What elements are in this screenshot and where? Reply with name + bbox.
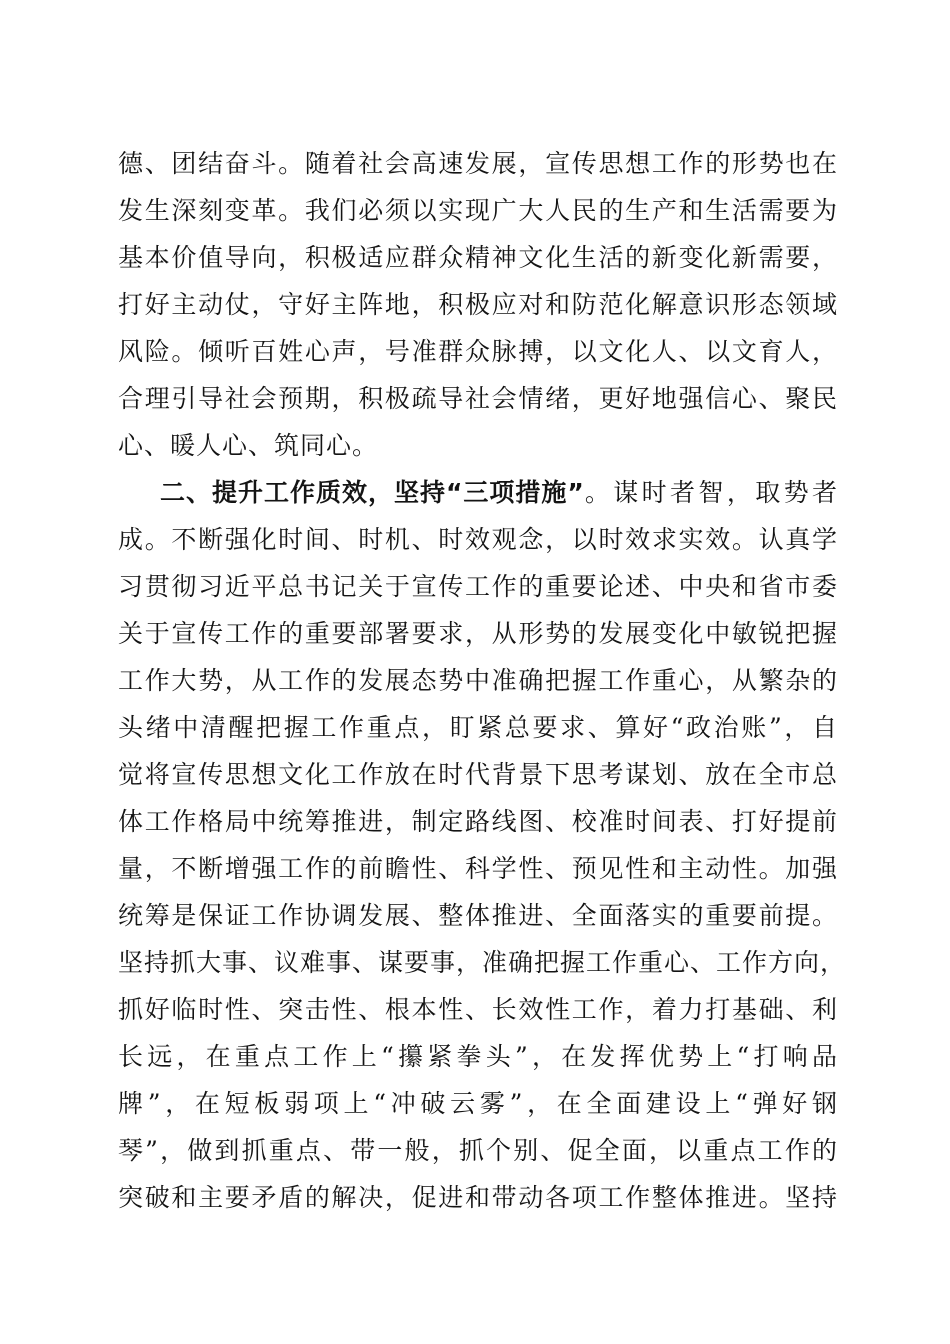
text-line: 发生深刻变革。我们必须以实现广大人民的生产和生活需要为 <box>118 196 838 225</box>
text-line: 突破和主要矛盾的解决，促进和带动各项工作整体推进。坚持 <box>118 1183 838 1212</box>
text-line: 心、暖人心、筑同心。 <box>118 431 379 460</box>
text-line: 量，不断增强工作的前瞻性、科学性、预见性和主动性。加强 <box>118 854 838 883</box>
text-line: 习贯彻习近平总书记关于宣传工作的重要论述、中央和省市委 <box>118 572 838 601</box>
paragraph-1 <box>118 140 838 469</box>
section-heading-line <box>118 469 838 516</box>
text-line-rest: 。谋时者智，取势者 <box>584 478 838 507</box>
text-line: 打好主动仗，守好主阵地，积极应对和防范化解意识形态领域 <box>118 290 838 319</box>
text-line: 坚持抓大事、议难事、谋要事，准确把握工作重心、工作方向， <box>118 948 847 977</box>
text-line: 德、团结奋斗。随着社会高速发展，宣传思想工作的形势也在 <box>118 149 838 178</box>
text-line: 觉将宣传思想文化工作放在时代背景下思考谋划、放在全市总 <box>118 760 838 789</box>
text-line: 抓好临时性、突击性、根本性、长效性工作，着力打基础、利 <box>118 995 838 1024</box>
text-line: 合理引导社会预期，积极疏导社会情绪，更好地强信心、聚民 <box>118 384 838 413</box>
text-line: 成。不断强化时间、时机、时效观念，以时效求实效。认真学 <box>118 525 838 554</box>
text-line: 基本价值导向，积极适应群众精神文化生活的新变化新需要， <box>118 243 838 272</box>
text-line: 牌”，在短板弱项上“冲破云雾”，在全面建设上“弹好钢 <box>118 1089 839 1118</box>
text-line: 长远，在重点工作上“攥紧拳头”，在发挥优势上“打响品 <box>118 1042 838 1071</box>
text-line: 头绪中清醒把握工作重点，盯紧总要求、算好“政治账”，自 <box>118 713 838 742</box>
text-line: 工作大势，从工作的发展态势中准确把握工作重心，从繁杂的 <box>118 666 838 695</box>
text-line: 风险。倾听百姓心声，号准群众脉搏，以文化人、以文育人， <box>118 337 838 366</box>
body-text <box>118 140 847 1221</box>
section-heading: 二、提升工作质效，坚持“三项措施” <box>160 478 585 507</box>
text-line: 体工作格局中统筹推进，制定路线图、校准时间表、打好提前 <box>118 807 838 836</box>
text-line: 统筹是保证工作协调发展、整体推进、全面落实的重要前提。 <box>118 901 838 930</box>
paragraph-2 <box>118 469 847 1221</box>
text-line: 琴”，做到抓重点、带一般，抓个别、促全面，以重点工作的 <box>118 1136 838 1165</box>
text-line: 关于宣传工作的重要部署要求，从形势的发展变化中敏锐把握 <box>118 619 838 648</box>
